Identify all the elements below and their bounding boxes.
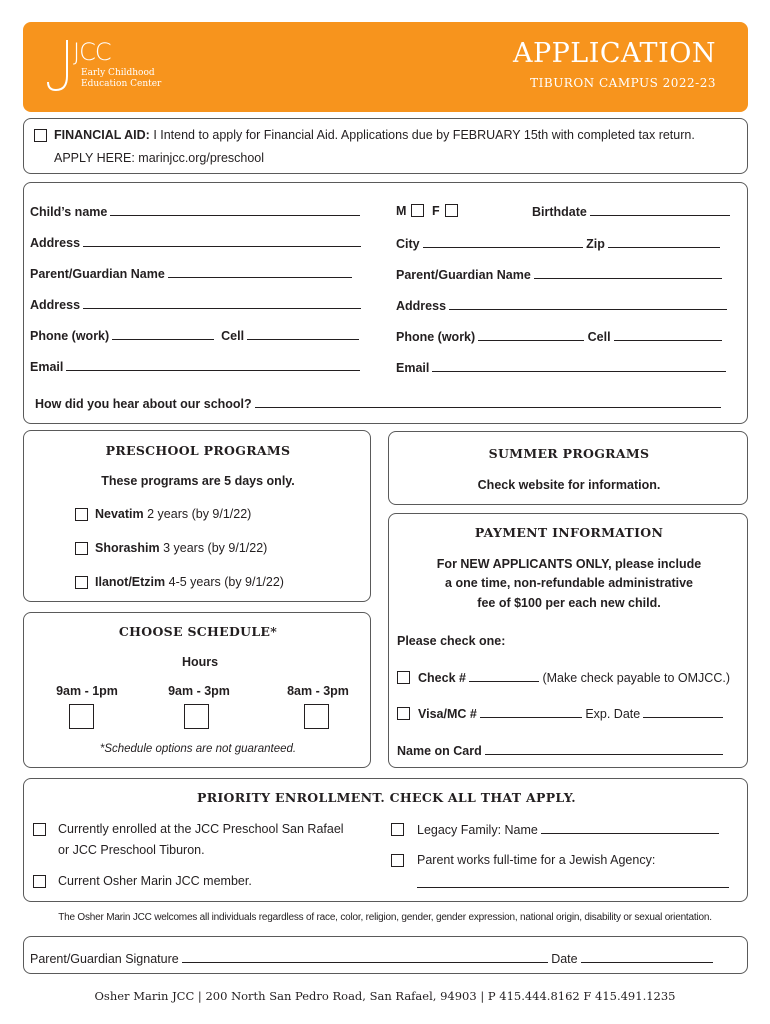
check-number-field[interactable]: Check # (Make check payable to OMJCC.): [418, 671, 730, 685]
gender-m-label: M: [396, 204, 407, 218]
priority-member-label: Current Osher Marin JCC member.: [58, 874, 252, 888]
schedule-option-label-2: 9am - 3pm: [168, 684, 230, 698]
payment-text-1: For NEW APPLICANTS ONLY, please include: [436, 557, 702, 571]
payment-text-3: fee of $100 per each new child.: [477, 596, 661, 610]
jcc-logo-icon: [45, 36, 75, 94]
choose-schedule-title: CHOOSE SCHEDULE*: [118, 624, 278, 639]
schedule-checkbox-1[interactable]: [69, 704, 94, 729]
financial-aid-checkbox[interactable]: [34, 129, 47, 142]
financial-aid-text: I Intend to apply for Financial Aid. Applications due by FEBRUARY 15th with completed tax return.: [153, 128, 695, 142]
financial-aid-section: [23, 118, 748, 174]
how-did-you-hear-field[interactable]: How did you hear about our school?: [35, 396, 721, 411]
schedule-option-label-3: 8am - 3pm: [287, 684, 349, 698]
priority-current-enrolled-line2: or JCC Preschool Tiburon.: [58, 843, 205, 857]
preschool-programs-title: PRESCHOOL PROGRAMS: [105, 443, 291, 458]
phone-work-field-2[interactable]: Phone (work) Cell: [396, 329, 722, 344]
payment-text-2: a one time, non-refundable administrative: [445, 576, 693, 590]
schedule-option-label-1: 9am - 1pm: [56, 684, 118, 698]
priority-legacy-checkbox[interactable]: [391, 823, 404, 836]
address-field-1[interactable]: Address: [30, 235, 361, 250]
payment-information-title: PAYMENT INFORMATION: [474, 525, 664, 540]
visa-mc-checkbox[interactable]: [397, 707, 410, 720]
logo-subtitle: Early Childhood Education Center: [81, 68, 162, 89]
footer-contact: Osher Marin JCC | 200 North San Pedro Road, San Rafael, 94903 | P 415.444.8162 F 415.491.1235: [94, 989, 676, 1003]
shorashim-checkbox[interactable]: [75, 542, 88, 555]
hours-label: Hours: [181, 655, 219, 669]
gender-m-checkbox[interactable]: [411, 204, 424, 217]
priority-jewish-agency-line[interactable]: [417, 887, 729, 888]
choose-schedule-section: [23, 612, 371, 768]
priority-current-enrolled-checkbox[interactable]: [33, 823, 46, 836]
priority-enrollment-title: PRIORITY ENROLLMENT. CHECK ALL THAT APPLY.: [197, 790, 576, 805]
gender-f-label: F: [432, 204, 440, 218]
priority-jewish-agency-label: Parent works full-time for a Jewish Agency:: [417, 853, 656, 867]
city-zip-field[interactable]: City Zip: [396, 236, 720, 251]
header-banner: [23, 22, 748, 112]
gender-f-checkbox[interactable]: [445, 204, 458, 217]
visa-mc-field[interactable]: Visa/MC # Exp. Date: [418, 706, 723, 721]
priority-enrollment-section: [23, 778, 748, 902]
guardian-name-field-1[interactable]: Parent/Guardian Name: [30, 266, 352, 281]
priority-member-checkbox[interactable]: [33, 875, 46, 888]
campus-subtitle: TIBURON CAMPUS 2022-23: [530, 76, 716, 90]
birthdate-field[interactable]: Birthdate: [532, 204, 730, 219]
financial-aid-apply: APPLY HERE: marinjcc.org/preschool: [54, 151, 265, 165]
ilanot-etzim-checkbox[interactable]: [75, 576, 88, 589]
priority-current-enrolled-line1: Currently enrolled at the JCC Preschool San Rafael: [58, 822, 344, 836]
summer-programs-title: SUMMER PROGRAMS: [488, 446, 650, 461]
nondiscrimination-disclaimer: The Osher Marin JCC welcomes all individuals regardless of race, color, religion, gender, gender expression, national origin, disability or sexual orientation.: [58, 912, 712, 923]
summer-programs-section: [388, 431, 748, 505]
summer-programs-text: Check website for information.: [477, 478, 661, 492]
email-field-2[interactable]: Email: [396, 360, 726, 375]
preschool-programs-section: [23, 430, 371, 602]
childs-name-field[interactable]: Child’s name: [30, 204, 360, 219]
shorashim-label: Shorashim 3 years (by 9/1/22): [95, 541, 268, 555]
guardian-name-field-2[interactable]: Parent/Guardian Name: [396, 267, 722, 282]
guardian-address-field-2[interactable]: Address: [396, 298, 727, 313]
guardian-address-field-1[interactable]: Address: [30, 297, 361, 312]
nevatim-label: Nevatim 2 years (by 9/1/22): [95, 507, 252, 521]
schedule-checkbox-2[interactable]: [184, 704, 209, 729]
signature-section: [23, 936, 748, 974]
email-field-1[interactable]: Email: [30, 359, 360, 374]
payment-information-section: [388, 513, 748, 768]
logo-text: JCC: [73, 38, 111, 66]
page-title: APPLICATION: [512, 38, 716, 69]
priority-jewish-agency-checkbox[interactable]: [391, 854, 404, 867]
schedule-note: *Schedule options are not guaranteed.: [99, 743, 297, 755]
preschool-note: These programs are 5 days only.: [101, 474, 295, 488]
child-info-section: [23, 182, 748, 424]
check-payment-checkbox[interactable]: [397, 671, 410, 684]
ilanot-etzim-label: Ilanot/Etzim 4-5 years (by 9/1/22): [95, 575, 284, 589]
guardian-signature-field[interactable]: Parent/Guardian Signature Date: [30, 951, 713, 966]
please-check-one: Please check one:: [397, 634, 506, 648]
name-on-card-field[interactable]: Name on Card: [397, 743, 723, 758]
phone-work-field-1[interactable]: Phone (work) Cell: [30, 328, 359, 343]
nevatim-checkbox[interactable]: [75, 508, 88, 521]
priority-legacy-field[interactable]: Legacy Family: Name: [417, 822, 719, 837]
financial-aid-label: FINANCIAL AID:: [54, 128, 150, 142]
schedule-checkbox-3[interactable]: [304, 704, 329, 729]
